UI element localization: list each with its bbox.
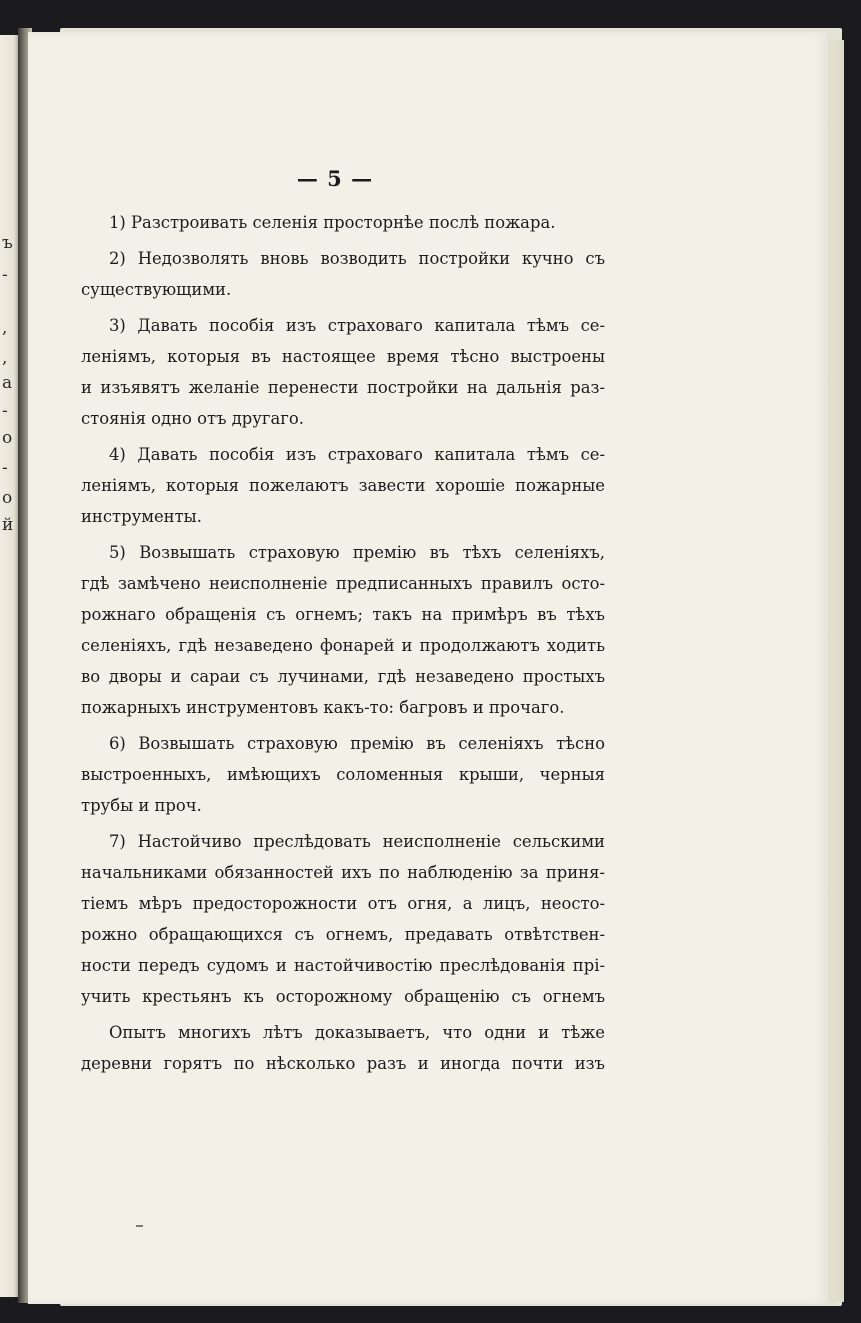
text-line: 6) Возвышать страховую премію въ селеніяхъ тѣсно [109,734,605,753]
text-line: учить крестьянъ къ осторожному обращенію съ огнемъ [81,987,605,1006]
prev-page-fragment: , [2,348,8,368]
text-line: деревни горятъ по нѣсколько разъ и иногда почти изъ [81,1054,605,1073]
prev-page-fragment: а [2,373,13,393]
previous-page-edge [0,35,20,1297]
prev-page-fragment: - [2,401,8,421]
text-line: гдѣ замѣчено неисполненіе предписанныхъ правилъ осто- [81,574,605,593]
prev-page-fragment: , [2,318,8,338]
text-line: выстроенныхъ, имѣющихъ соломенныя крыши, черныя [81,765,605,784]
text-line: трубы и проч. [81,796,202,815]
text-line: леніямъ, которыя пожелаютъ завести хорошіе пожарные [81,476,605,495]
text-line: во дворы и сараи съ лучинами, гдѣ незаведено простыхъ [81,667,605,686]
text-line: 1) Разстроивать селенія просторнѣе послѣ пожара. [109,213,556,232]
paragraph [81,1017,605,1079]
text-line: начальниками обязанностей ихъ по наблюденію за приня- [81,863,605,882]
text-line: 7) Настойчиво преслѣдовать неисполненіе сельскими [109,832,605,851]
paragraph [81,826,605,1012]
text-line: леніямъ, которыя въ настоящее время тѣсно выстроены [81,347,605,366]
paragraph [81,243,605,305]
text-line: инструменты. [81,507,202,526]
text-line: Опытъ многихъ лѣтъ доказываетъ, что одни и тѣже [109,1023,605,1042]
text-line: и изъявятъ желаніе перенести постройки на дальнія раз- [81,378,605,397]
prev-page-fragment: о [2,428,13,448]
page-text [81,207,605,1084]
paragraph [81,207,605,238]
text-line: 5) Возвышать страховую премію въ тѣхъ селеніяхъ, [109,543,605,562]
text-line: пожарныхъ инструментовъ какъ-то: багровъ и прочаго. [81,698,565,717]
paragraph [81,537,605,723]
text-line: 4) Давать пособія изъ страховаго капитала тѣмъ се- [109,445,605,464]
paragraph [81,310,605,434]
text-line: 3) Давать пособія изъ страховаго капитала тѣмъ се- [109,316,605,335]
stray-ink-mark [136,1225,143,1227]
text-line: 2) Недозволять вновь возводить постройки кучно съ [109,249,605,268]
prev-page-fragment: - [2,458,8,478]
text-line: стоянія одно отъ другаго. [81,409,304,428]
prev-page-fragment: ъ [2,233,13,253]
text-line: ности передъ судомъ и настойчивостію преслѣдованія прі- [81,956,605,975]
prev-page-fragment: й [2,515,14,535]
prev-page-fragment: - [2,265,8,285]
paragraph [81,728,605,821]
paragraph [81,439,605,532]
text-line: тіемъ мѣръ предосторожности отъ огня, а лицъ, неосто- [81,894,605,913]
text-line: рожнаго обращенія съ огнемъ; такъ на примѣръ въ тѣхъ [81,605,605,624]
text-line: существующими. [81,280,232,299]
text-line: рожно обращающихся съ огнемъ, предавать отвѣтствен- [81,925,605,944]
prev-page-fragment: о [2,488,13,508]
page-number: — 5 — [296,166,374,191]
text-line: селеніяхъ, гдѣ незаведено фонарей и продолжаютъ ходить [81,636,605,655]
book-page [28,32,828,1304]
